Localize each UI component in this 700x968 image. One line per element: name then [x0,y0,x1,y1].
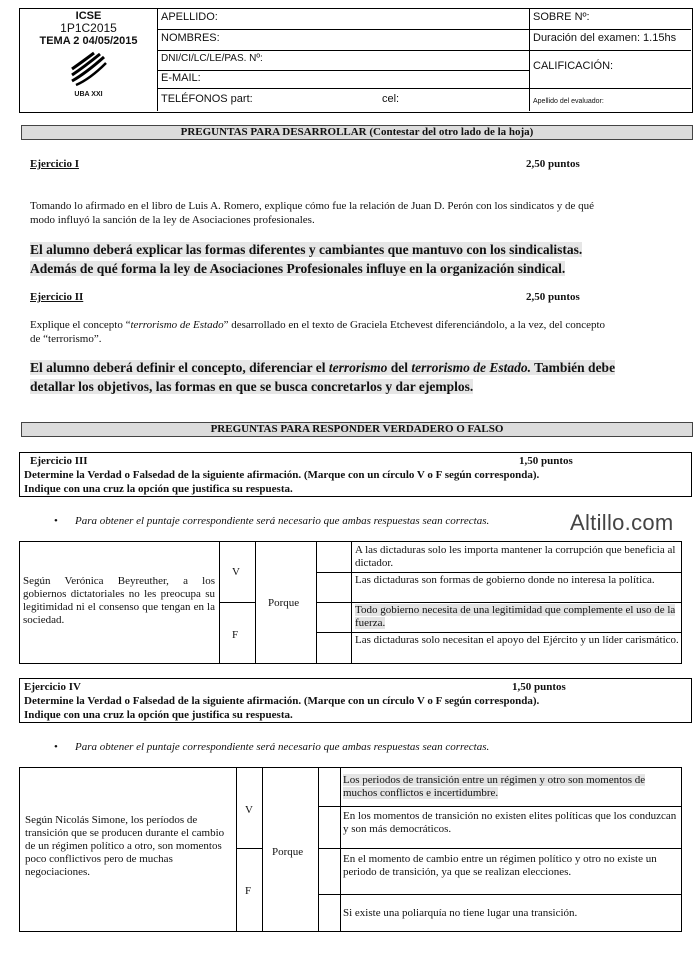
uba-logo-icon [68,51,108,87]
apellido-field[interactable]: APELLIDO: [157,9,529,30]
telefonos-field[interactable]: TELÉFONOS part: cel: [161,93,400,105]
cel-label: cel: [382,93,400,105]
ej1-question-line2: modo influyó la sanción de la ley de Asociaciones profesionales. [30,214,315,226]
ej3-f-option[interactable]: F [232,629,239,641]
ej3-choice-4[interactable]: Las dictaduras solo necesitan el apoyo del Ejército y un líder carismático. [355,634,679,646]
ej4-instr2: Indique con una cruz la opción que justifica su respuesta. [24,709,293,721]
ej4-title: Ejercicio IV [24,681,81,693]
ej4-table [19,767,682,932]
student-fields [157,9,530,111]
section-vof-title: PREGUNTAS PARA RESPONDER VERDADERO O FALSO [21,422,693,437]
ej2-answer-line1: El alumno deberá definir el concepto, diferenciar el terrorismo del terrorismo de Estado. También debe [30,360,616,375]
ej3-v-option[interactable]: V [232,566,240,578]
ej4-points: 1,50 puntos [512,681,566,693]
ej4-choice-4[interactable]: Si existe una poliarquía no tiene lugar una transición. [343,907,578,919]
exam-header [19,8,693,113]
ej1-points: 2,50 puntos [526,158,580,170]
ej4-instr1: Determine la Verdad o Falsedad de la siguiente afirmación. (Marque con un círculo V o F según corresponda). [24,695,540,707]
ej4-porque: Porque [272,846,304,858]
course-info [20,9,158,111]
ej2-answer-line2: detallar los objetivos, las formas en que se busca concretarlos y dar ejemplos. [30,379,474,394]
section-desarrollar-title: PREGUNTAS PARA DESARROLLAR (Contestar del otro lado de la hoja) [21,125,693,140]
ej4-v-option[interactable]: V [245,804,253,816]
ej3-choice-1[interactable]: A las dictaduras solo les importa mantener la corrupción que beneficia al dictador. [355,544,676,569]
calificacion-field[interactable]: CALIFICACIÓN: [529,51,691,89]
ej1-answer-line1: El alumno deberá explicar las formas diferentes y cambiantes que mantuvo con los sindicalistas. [30,242,583,257]
ej3-choice-3[interactable]: Todo gobierno necesita de una legitimidad que complemente el uso de la fuerza. [355,604,676,629]
ej3-title: Ejercicio III [30,455,88,467]
ej3-header-box [19,452,692,497]
ej1-answer-line2: Además de qué forma la ley de Asociaciones Profesionales influye en la organización sindical. [30,261,566,276]
ej3-note: • Para obtener el puntaje correspondiente será necesario que ambas respuestas sean correctas. [75,515,489,527]
ej1-question-line1: Tomando lo afirmado en el libro de Luis A. Romero, explique cómo fue la relación de Juan D. Perón con los sindicatos y de qué [30,200,595,212]
ej3-instr1: Determine la Verdad o Falsedad de la siguiente afirmación. (Marque con un círculo V o F según corresponda). [24,469,540,481]
ej3-statement: Según Verónica Beyreuther, a los gobiernos dictatoriales no les preocupa su legitimidad ni el consenso que tengan en la sociedad. [23,575,215,626]
ej4-header-box [19,678,692,723]
dni-field[interactable]: DNI/CI/LC/LE/PAS. Nº: [157,51,529,71]
ej1-title: Ejercicio I [30,158,79,170]
ej4-statement: Según Nicolás Simone, los períodos de transición que se producen durante el cambio de un régimen político a otro, son momentos poco conflictivos pero de muchas negociaciones. [25,814,225,878]
ej4-f-option[interactable]: F [245,885,252,897]
course-name: ICSE [75,10,102,22]
ej4-choice-1[interactable]: Los periodos de transición entre un régimen y otro son momentos de muchos conflictos e incertidumbre. [343,774,646,799]
nombres-field[interactable]: NOMBRES: [157,30,529,51]
ej3-instr2: Indique con una cruz la opción que justifica su respuesta. [24,483,293,495]
course-code: 1P1C2015 [60,21,117,35]
logo-text: UBA XXI [74,91,103,98]
sobre-field[interactable]: SOBRE Nº: [529,9,691,30]
ej4-note: • Para obtener el puntaje correspondiente será necesario que ambas respuestas sean correctas. [75,741,489,753]
evaluador-field[interactable]: Apellido del evaluador: [533,98,604,105]
ej3-points: 1,50 puntos [519,455,573,467]
ej4-choice-3[interactable]: En el momento de cambio entre un régimen político y otro no existe un periodo de transición, ya que se realizan elecciones. [343,853,657,878]
tema-label: TEMA 2 04/05/2015 [39,35,138,47]
ej2-title: Ejercicio II [30,291,84,303]
exam-admin-fields [529,9,691,111]
ej2-points: 2,50 puntos [526,291,580,303]
ej3-porque: Porque [268,597,300,609]
ej4-choice-2[interactable]: En los momentos de transición no existen elites políticas que los conduzcan y son más democráticos. [343,810,677,835]
ej2-question-line1: Explique el concepto “terrorismo de Estado” desarrollado en el texto de Graciela Etchevest diferenciándolo, a la vez, del concepto [30,319,606,331]
ej2-question-line2: de “terrorismo”. [30,333,102,345]
ej3-table [19,541,682,664]
ej3-choice-2[interactable]: Las dictaduras son formas de gobierno donde no interesa la política. [355,574,655,586]
duracion-label: Duración del examen: 1.15hs [529,30,691,51]
watermark: Altillo.com [570,510,674,535]
email-field[interactable]: E-MAIL: [157,71,529,89]
